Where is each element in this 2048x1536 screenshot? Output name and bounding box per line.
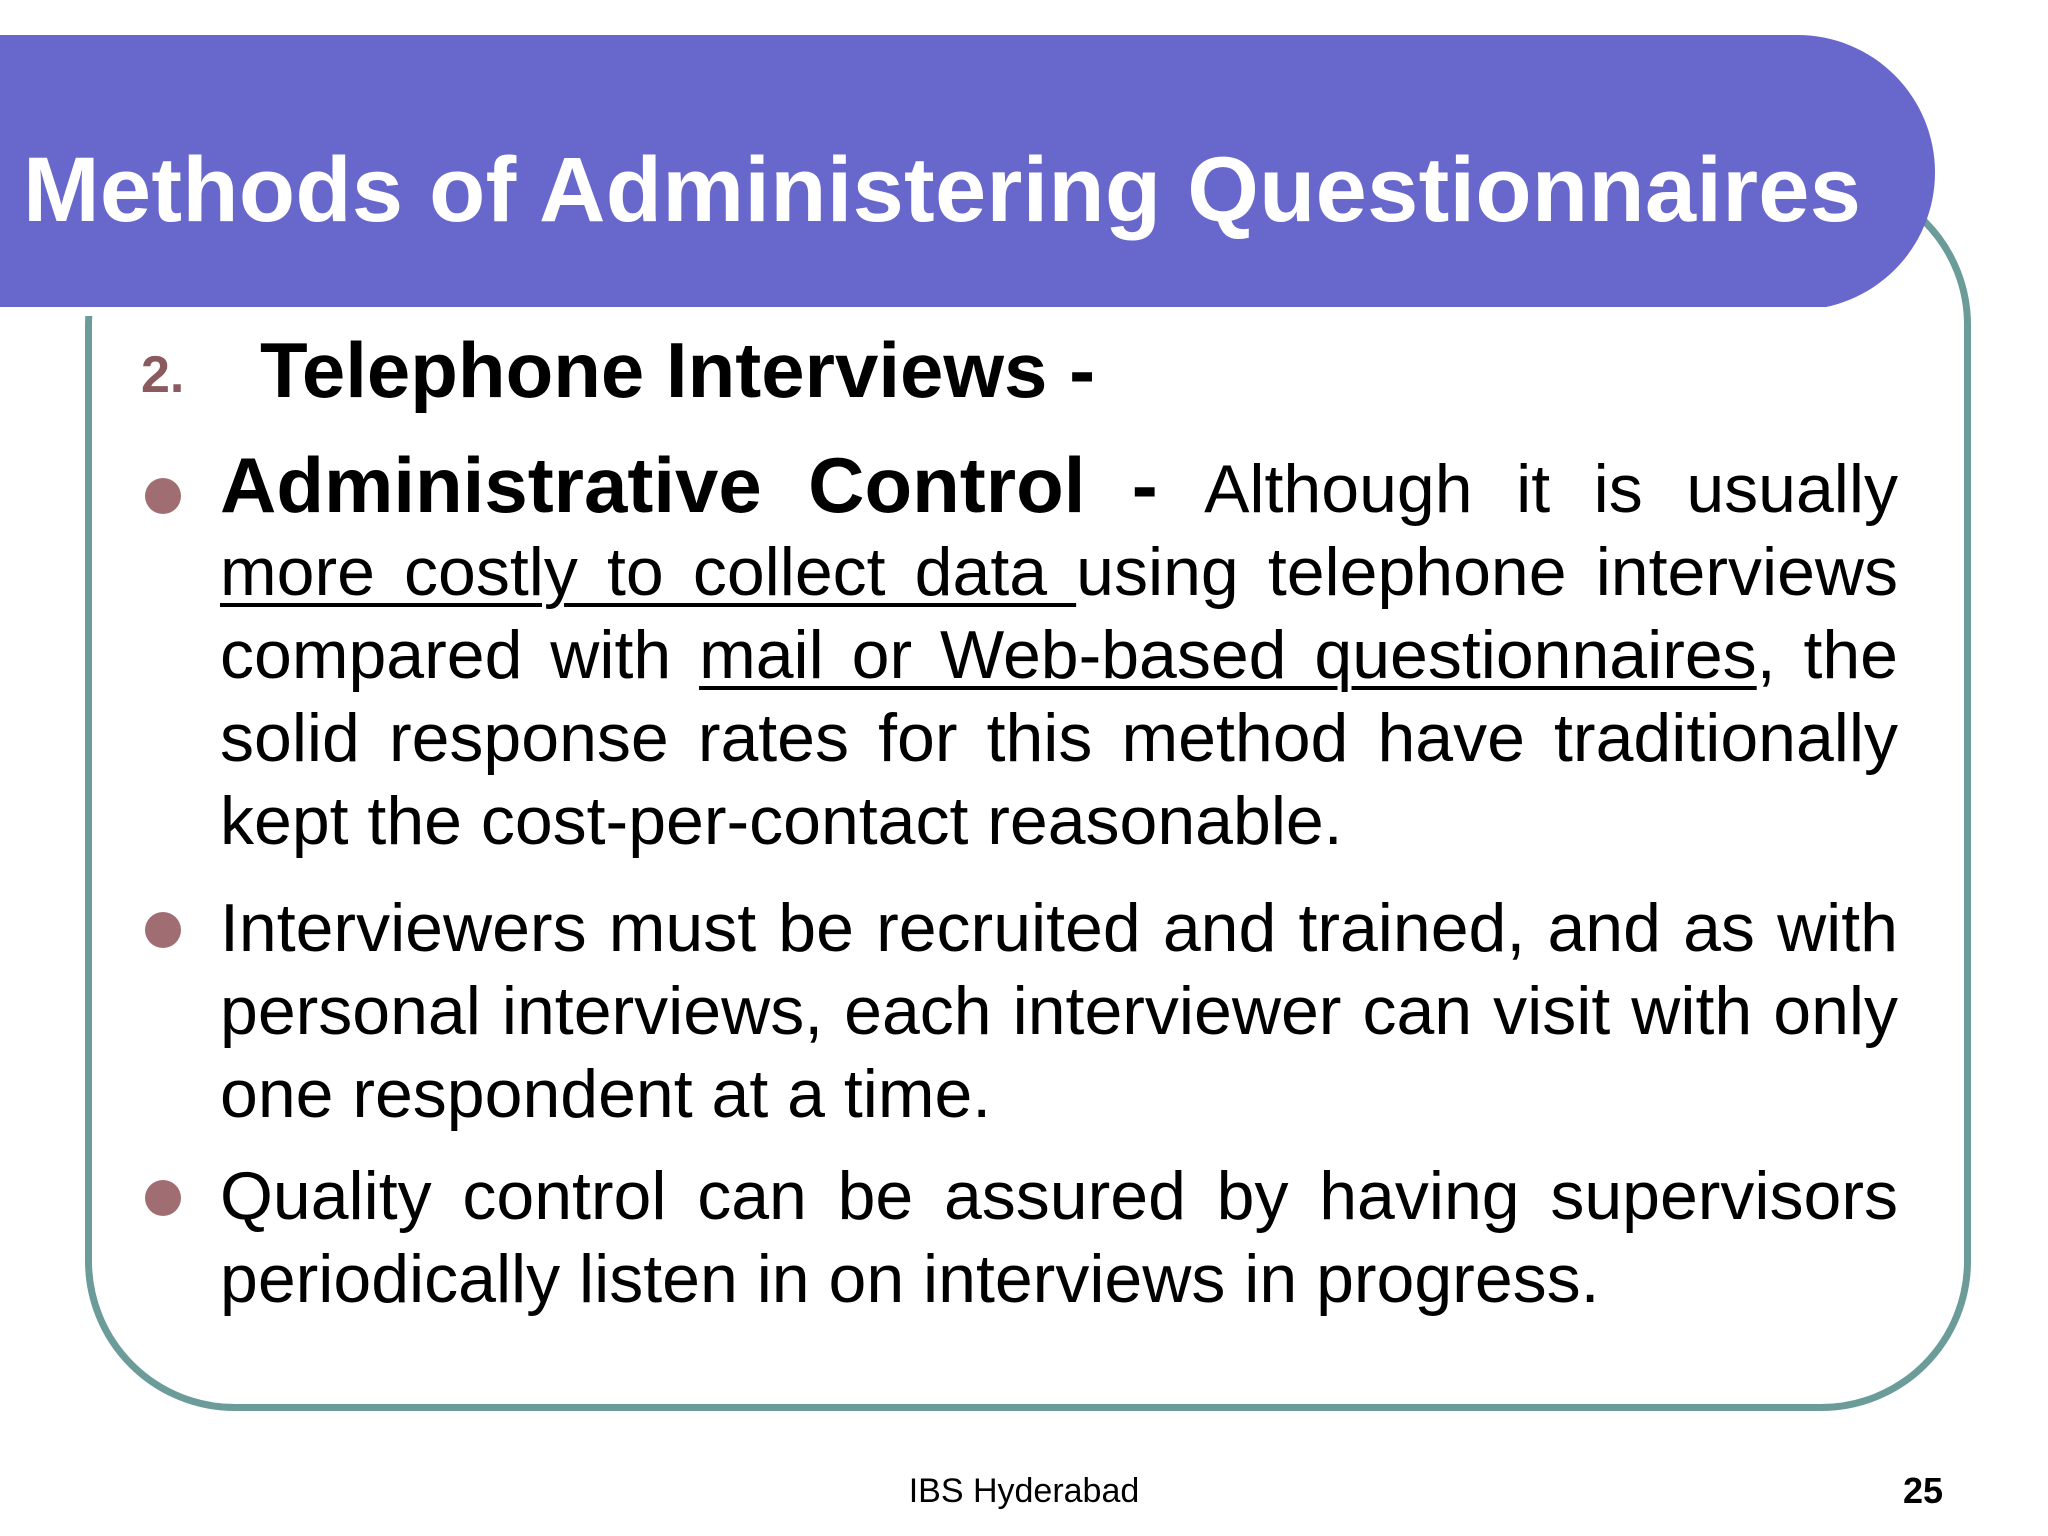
heading-number: 2. <box>141 346 185 404</box>
bullet-quality-control: Quality control can be assured by having supervisors periodically listen in on interviews in progress. <box>220 1158 1898 1317</box>
section-heading: Telephone Interviews - <box>260 326 1096 414</box>
bold-label: Administrative Control <box>220 441 1086 529</box>
text-part-1: Although it is usually <box>1204 451 1898 527</box>
bullet-icon <box>145 1180 181 1216</box>
underlined-phrase-cost: more costly to collect data <box>220 534 1077 610</box>
slide-title: Methods of Administering Questionnaires <box>23 139 1862 241</box>
bullet-interviewers: Interviewers must be recruited and trained, and as with personal interviews, each interviewer can visit with only one respondent at a time. <box>220 890 1898 1132</box>
title-underline-rule <box>0 307 1835 316</box>
text-part-2: using telephone interviews compared with <box>220 534 1899 693</box>
bullet-icon <box>145 478 181 514</box>
footer-institution: IBS Hyderabad <box>908 1472 1140 1510</box>
text-part-3: , the solid response rates for this method have traditionally kept the cost-per-contact reasonable. <box>220 617 1898 859</box>
page-number: 25 <box>1903 1470 1944 1511</box>
bullet-administrative-control <box>220 441 1899 863</box>
bullet-icon <box>145 912 181 948</box>
underlined-phrase-mail-web: mail or Web-based questionnaires <box>699 617 1757 693</box>
title-bar <box>0 35 1935 310</box>
label-dash: - <box>1085 441 1205 529</box>
